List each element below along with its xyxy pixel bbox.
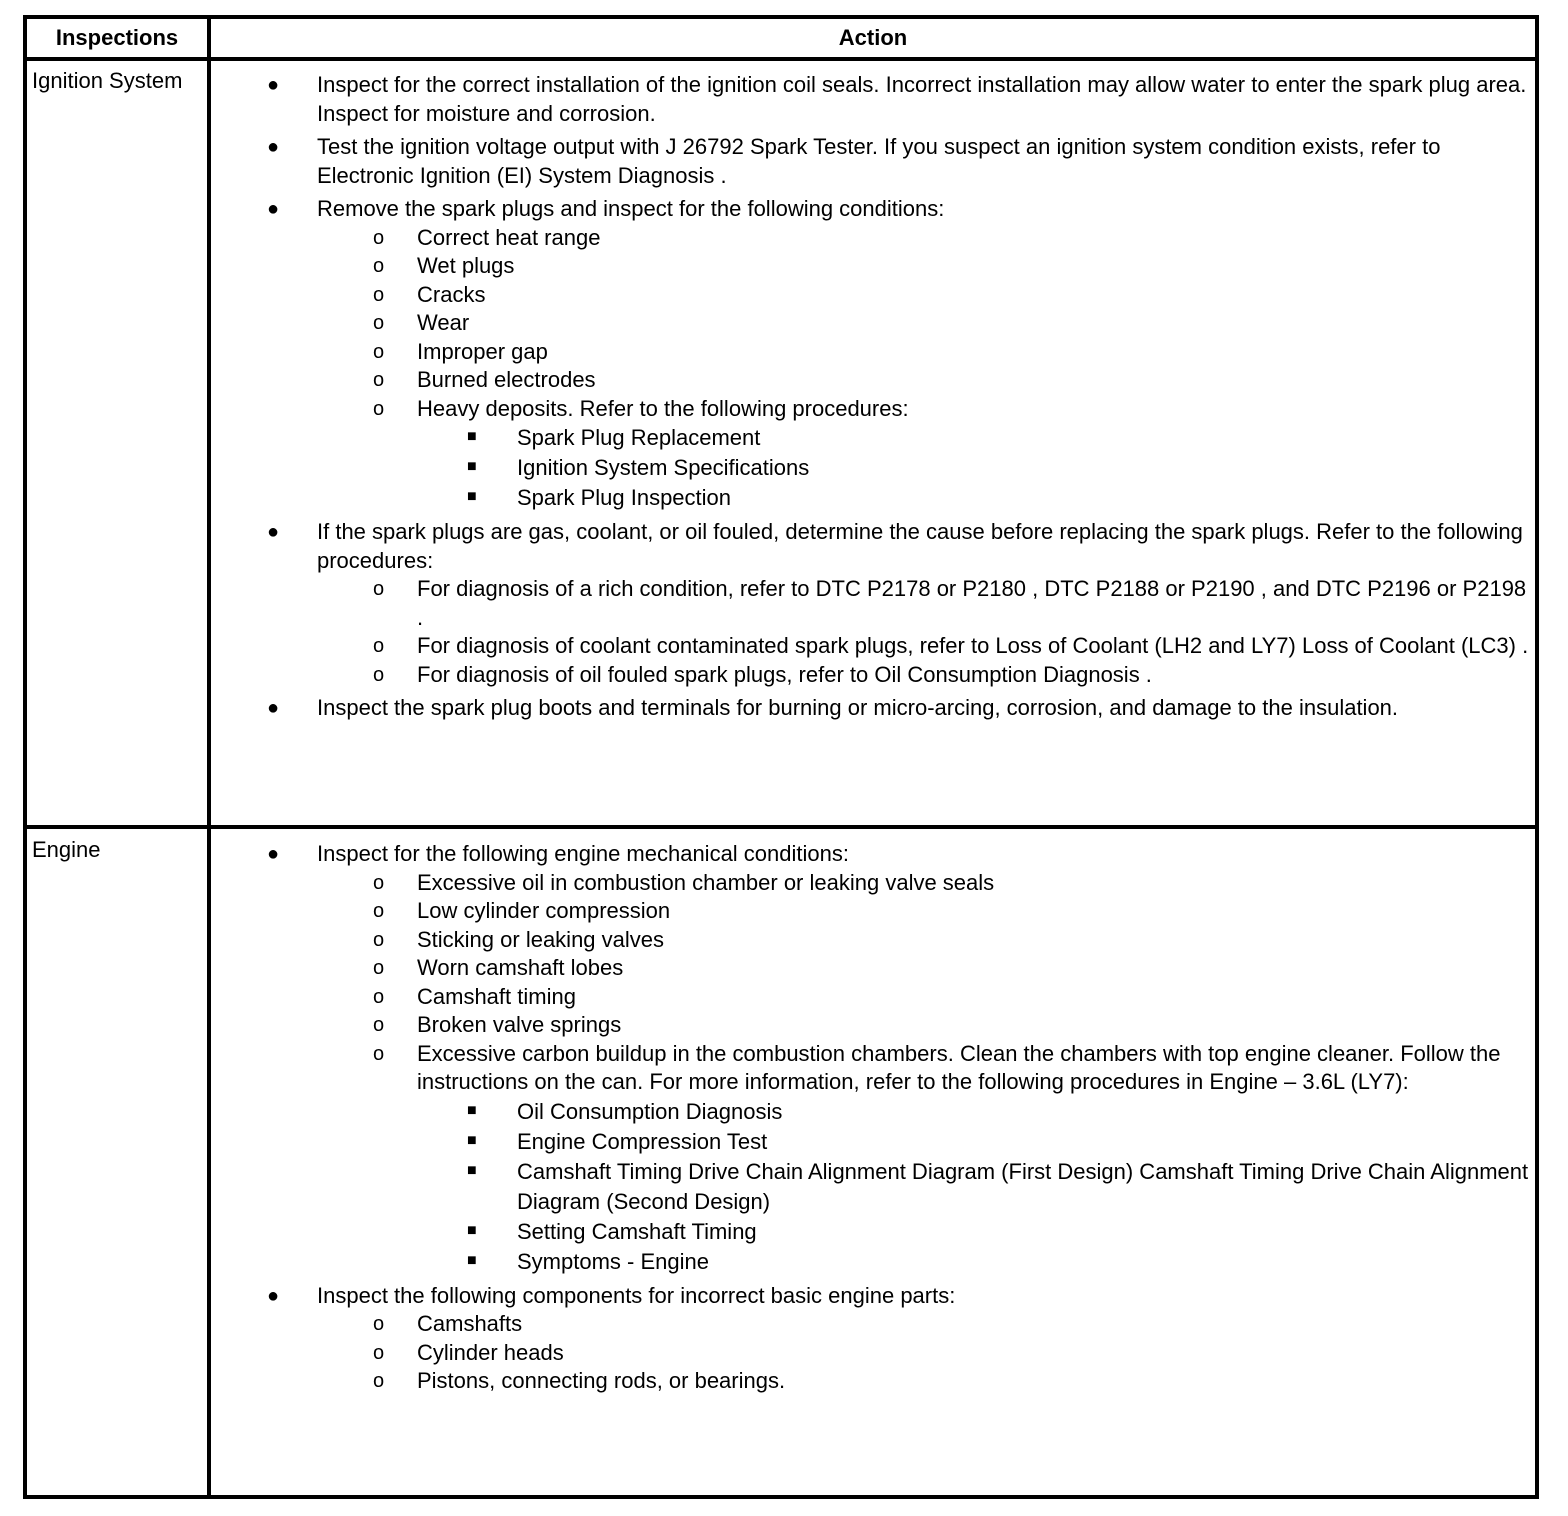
bullet-icon: ● xyxy=(267,843,280,865)
header-row-divider xyxy=(27,57,1535,61)
procedure-item: ■ Oil Consumption Diagnosis xyxy=(417,1097,1535,1127)
procedure-list xyxy=(417,1097,1535,1277)
circle-bullet-icon: o xyxy=(373,1341,385,1364)
sub-list xyxy=(317,575,1535,689)
bullet-icon: ● xyxy=(267,74,280,96)
bullet-icon: ● xyxy=(267,697,280,719)
action-cell-engine xyxy=(211,840,1535,1401)
sub-list-item: o Excessive carbon buildup in the combustion chambers. Clean the chambers with top engine cleaner. Follow the instructions on the can. For more information, refer to the following procedures in Engine – 3.6L (LY7): ■ Oil Consumption Diagnosis ■ Engine Compression Test ■ Camshaft Timing Drive Chain Alignment Diagram (First Design) Camshaft Timing Drive Chain Alignment Diagram (Second Design) ■ Setting Camshaft Timing ■ Symptoms - Engine xyxy=(317,1040,1535,1277)
circle-bullet-icon: o xyxy=(373,226,385,249)
sub-list-item: o Cracks xyxy=(317,281,1535,310)
bullet-icon: ● xyxy=(267,1284,280,1307)
circle-bullet-icon: o xyxy=(373,928,385,951)
list-item: ● Inspect the spark plug boots and terminals for burning or micro-arcing, corrosion, and damage to the insulation. xyxy=(211,694,1535,723)
circle-bullet-icon: o xyxy=(373,985,385,1008)
square-bullet-icon: ■ xyxy=(467,1251,477,1269)
procedure-item: ■ Engine Compression Test xyxy=(417,1127,1535,1157)
sub-list-item: o Correct heat range xyxy=(317,224,1535,253)
list-item: ● Test the ignition voltage output with J 26792 Spark Tester. If you suspect an ignition system condition exists, refer to Electronic Ignition (EI) System Diagnosis . xyxy=(267,134,1441,188)
action-cell-ignition-system xyxy=(211,71,1535,728)
circle-bullet-icon: o xyxy=(373,369,385,391)
circle-bullet-icon: o xyxy=(373,900,385,922)
bullet-icon: ● xyxy=(267,198,280,220)
procedure-item: ■ Symptoms - Engine xyxy=(417,1247,1535,1277)
sub-list xyxy=(317,224,1535,514)
sub-list-item: o Wear xyxy=(317,309,1535,338)
circle-bullet-icon: o xyxy=(373,397,385,420)
sub-list-item: o Broken valve springs xyxy=(317,1011,1535,1040)
square-bullet-icon: ■ xyxy=(467,1221,477,1239)
list-item: ● Remove the spark plugs and inspect for the following conditions: o Correct heat range o Wet plugs o Cracks o Wear o Improper gap o Burned electrodes o Heavy deposits. Refer to the following procedures: ■ Spark Plug Replacement ■ Ignition System Specifications ■ Spark Plug Inspection xyxy=(211,195,1535,513)
procedure-item: ■ Ignition System Specifications xyxy=(417,453,1535,483)
square-bullet-icon: ■ xyxy=(467,428,477,445)
circle-bullet-icon: o xyxy=(373,1370,385,1392)
square-bullet-icon: ■ xyxy=(467,1161,477,1179)
circle-bullet-icon: o xyxy=(373,663,385,686)
sub-list-item: o Camshafts xyxy=(317,1310,1535,1339)
square-bullet-icon: ■ xyxy=(467,488,477,505)
procedure-item: ■ Spark Plug Replacement xyxy=(417,423,1535,453)
list-item: ● Inspect the following components for incorrect basic engine parts: o Camshafts o Cylinder heads o Pistons, connecting rods, or bearings. xyxy=(211,1282,1535,1396)
list-item: ● Inspect for the following engine mechanical conditions: o Excessive oil in combustion chamber or leaking valve seals o Low cylinder compression o Sticking or leaking valves o Worn camshaft lobes o Camshaft timing o Broken valve springs o Excessive carbon buildup in the combustion chambers. Clean the chambers with top engine cleaner. Follow the instructions on the can. For more information, refer to the following procedures in Engine – 3.6L (LY7): ■ Oil Consumption Diagnosis ■ Engine Compression Test ■ Camshaft Timing Drive Chain Alignment Diagram (First Design) Camshaft Timing Drive Chain Alignment Diagram (Second Design) ■ Setting Camshaft Timing ■ Symptoms - Engine xyxy=(211,840,1535,1277)
sub-list xyxy=(317,869,1535,1277)
row-divider xyxy=(27,825,1535,829)
bullet-list xyxy=(211,840,1535,1396)
circle-bullet-icon: o xyxy=(373,635,385,657)
list-item: ● If the spark plugs are gas, coolant, or oil fouled, determine the cause before replacing the spark plugs. Refer to the following procedures: o For diagnosis of a rich condition, refer to DTC P2178 or P2180 , DTC P2188 or P2190 , and DTC P2196 or P2198 . o For diagnosis of coolant contaminated spark plugs, refer to Loss of Coolant (LH2 and LY7) Loss of Coolant (LC3) . o For diagnosis of oil fouled spark plugs, refer to Oil Consumption Diagnosis . xyxy=(211,518,1535,689)
bullet-icon: ● xyxy=(267,521,280,543)
procedure-item: ■ Setting Camshaft Timing xyxy=(417,1217,1535,1247)
circle-bullet-icon: o xyxy=(373,1313,385,1335)
circle-bullet-icon: o xyxy=(373,957,385,979)
sub-list xyxy=(317,1310,1535,1396)
circle-bullet-icon: o xyxy=(373,1042,385,1065)
sub-list-item: o Excessive oil in combustion chamber or leaking valve seals xyxy=(317,869,1535,898)
circle-bullet-icon: o xyxy=(373,340,385,363)
sub-list-item: o Cylinder heads xyxy=(317,1339,1535,1368)
circle-bullet-icon: o xyxy=(373,255,385,277)
sub-list-item: o Wet plugs xyxy=(317,252,1535,281)
procedure-item: ■ Spark Plug Inspection xyxy=(417,483,1535,513)
circle-bullet-icon: o xyxy=(373,283,385,306)
sub-list-item: o Camshaft timing xyxy=(317,983,1535,1012)
row-label-engine: Engine xyxy=(32,837,101,862)
header-inspections: Inspections xyxy=(55,25,179,50)
bullet-icon: ● xyxy=(267,136,280,158)
circle-bullet-icon: o xyxy=(373,871,385,894)
procedure-list xyxy=(417,423,1535,513)
row-label-ignition-system: Ignition System xyxy=(32,68,183,93)
header-action: Action xyxy=(838,25,908,50)
procedure-item: ■ Camshaft Timing Drive Chain Alignment Diagram (First Design) Camshaft Timing Drive Chain Alignment Diagram (Second Design) xyxy=(417,1157,1535,1217)
sub-list-item: o For diagnosis of a rich condition, refer to DTC P2178 or P2180 , DTC P2188 or P2190 , and DTC P2196 or P2198 . xyxy=(373,576,1527,630)
sub-list-item: o For diagnosis of oil fouled spark plugs, refer to Oil Consumption Diagnosis . xyxy=(317,661,1535,690)
list-item: ● Inspect for the correct installation of the ignition coil seals. Incorrect installation may allow water to enter the spark plug area. Inspect for moisture and corrosion. xyxy=(267,72,1527,126)
sub-list-item: o Heavy deposits. Refer to the following procedures: ■ Spark Plug Replacement ■ Ignition System Specifications ■ Spark Plug Inspection xyxy=(317,395,1535,514)
square-bullet-icon: ■ xyxy=(467,458,477,475)
circle-bullet-icon: o xyxy=(373,312,385,334)
circle-bullet-icon: o xyxy=(373,1014,385,1036)
square-bullet-icon: ■ xyxy=(467,1101,477,1119)
circle-bullet-icon: o xyxy=(373,578,385,600)
sub-list-item: o Improper gap xyxy=(317,338,1535,367)
sub-list-item: o Worn camshaft lobes xyxy=(317,954,1535,983)
bullet-list xyxy=(211,71,1535,723)
sub-list-item: o Pistons, connecting rods, or bearings. xyxy=(317,1367,1535,1396)
inspection-table xyxy=(23,15,1539,1499)
sub-list-item: o Low cylinder compression xyxy=(317,897,1535,926)
sub-list-item: o For diagnosis of coolant contaminated spark plugs, refer to Loss of Coolant (LH2 and LY7) Loss of Coolant (LC3) . xyxy=(317,632,1535,661)
square-bullet-icon: ■ xyxy=(467,1131,477,1149)
sub-list-item: o Burned electrodes xyxy=(317,366,1535,395)
sub-list-item: o Sticking or leaking valves xyxy=(317,926,1535,955)
